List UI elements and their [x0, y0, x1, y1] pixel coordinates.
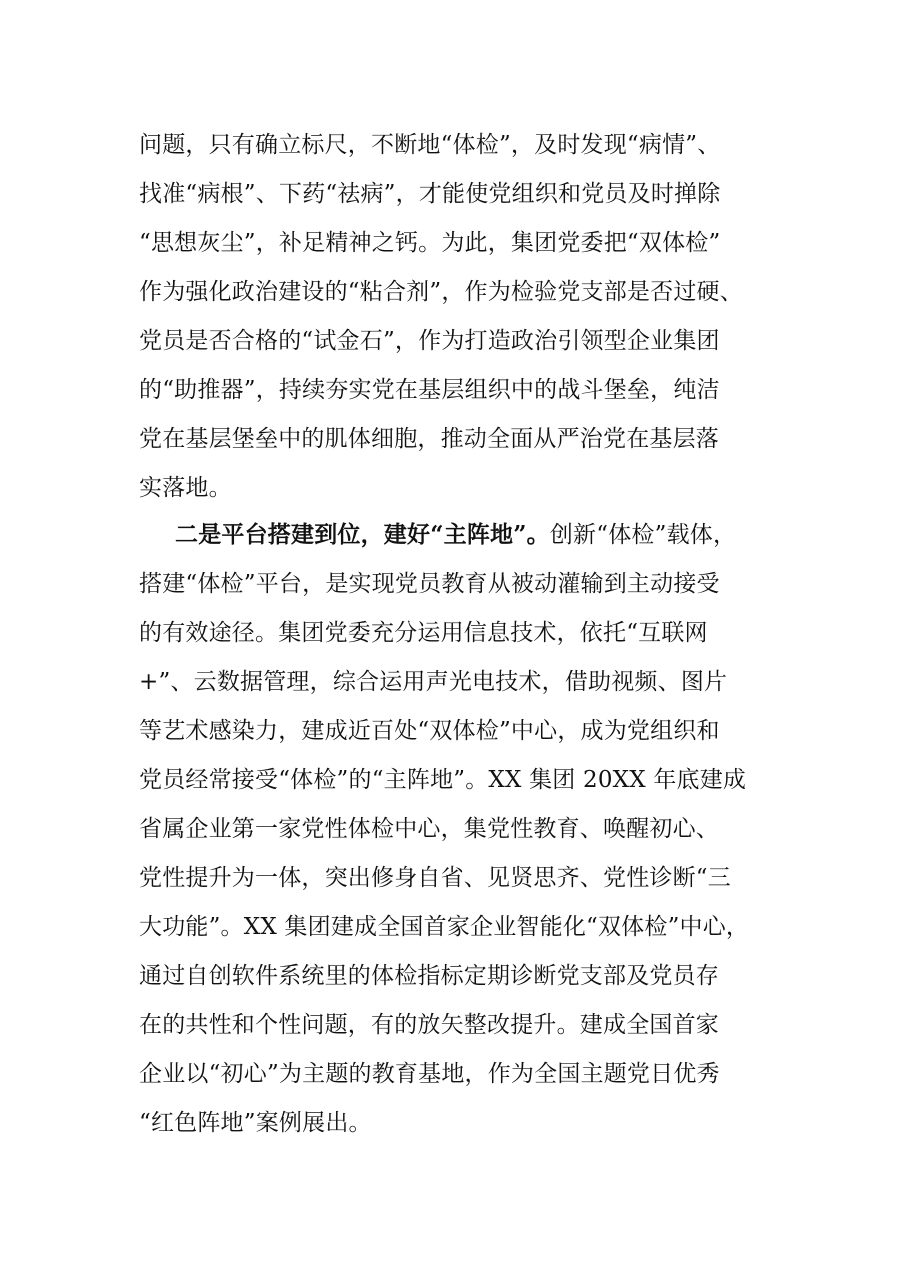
paragraph-1-line: “思想灰尘”，补足精神之钙。为此，集团党委把“双体检” — [139, 230, 721, 256]
paragraph-2-line: “红色阵地”案例展出。 — [139, 1110, 372, 1136]
paragraph-2-line: 企业以“初心”为主题的教育基地，作为全国主题党日优秀 — [139, 1061, 720, 1087]
paragraph-1-line: 问题，只有确立标尺，不断地“体检”，及时发现“病情”、 — [139, 132, 721, 158]
paragraph-1-line: 实落地。 — [139, 475, 232, 501]
paragraph-2-first-line-text: 创新“体检”载体， — [549, 522, 737, 548]
paragraph-2-line: 搭建“体检”平台，是实现党员教育从被动灌输到主动接受 — [139, 571, 720, 597]
paragraph-1-line: 作为强化政治建设的“粘合剂”，作为检验党支部是否过硬、 — [139, 279, 743, 305]
paragraph-2-line: 省属企业第一家党性体检中心，集党性教育、唤醒初心、 — [139, 816, 719, 842]
paragraph-1-line: 党在基层堡垒中的肌体细胞，推动全面从严治党在基层落 — [139, 426, 719, 452]
section-heading: 二是平台搭建到位，建好“主阵地”。 — [175, 521, 550, 548]
paragraph-2-line: 在的共性和个性问题，有的放矢整改提升。建成全国首家 — [139, 1012, 719, 1038]
paragraph-2-line: +”、云数据管理，综合运用声光电技术，借助视频、图片 — [139, 669, 728, 695]
paragraph-2-line: 党性提升为一体，突出修身自省、见贤思齐、党性诊断“三 — [139, 865, 731, 891]
paragraph-2-first-line — [139, 520, 779, 569]
paragraph-2-line: 通过自创软件系统里的体检指标定期诊断党支部及党员存 — [139, 963, 719, 989]
paragraph-2-line: 大功能”。XX 集团建成全国首家企业智能化“双体检”中心， — [139, 914, 750, 940]
paragraph-2-line: 等艺术感染力，建成近百处“双体检”中心，成为党组织和 — [139, 718, 720, 744]
paragraph-1 — [139, 130, 779, 522]
paragraph-2-line: 的有效途径。集团党委充分运用信息技术，依托“互联网 — [139, 620, 708, 646]
paragraph-1-line: 找准“病根”、下药“祛病”，才能使党组织和党员及时掸除 — [139, 181, 721, 207]
paragraph-2 — [139, 520, 779, 1157]
paragraph-2-line: 党员经常接受“体检”的“主阵地”。XX 集团 20XX 年底建成 — [139, 767, 747, 793]
paragraph-1-line: 党员是否合格的“试金石”，作为打造政治引领型企业集团 — [139, 328, 720, 354]
paragraph-1-line: 的“助推器”，持续夯实党在基层组织中的战斗堡垒，纯洁 — [139, 377, 720, 403]
